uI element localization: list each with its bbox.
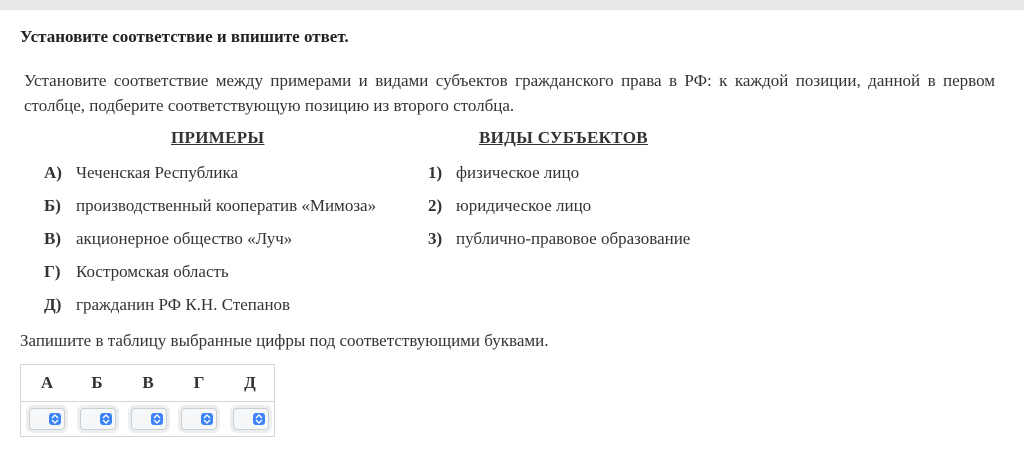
answer-select-g[interactable]	[181, 408, 217, 430]
example-letter: В)	[44, 229, 61, 248]
answer-select-d[interactable]	[233, 408, 269, 430]
example-item	[44, 163, 238, 183]
example-text: Чеченская Республика	[76, 163, 238, 182]
type-item	[428, 196, 591, 216]
example-text: акционерное общество «Луч»	[76, 229, 293, 248]
top-bar	[0, 0, 1024, 10]
answer-column-b: Б	[91, 373, 103, 392]
answer-column-d: Д	[244, 373, 256, 392]
type-number: 3)	[428, 229, 443, 248]
answer-instruction: Запишите в таблицу выбранные цифры под соответствующими буквами.	[20, 331, 549, 350]
answer-table	[20, 364, 275, 437]
type-item	[428, 229, 690, 249]
answer-select-v[interactable]	[131, 408, 167, 430]
example-item	[44, 196, 376, 216]
question-text: Установите соответствие между примерами и видами субъектов гражданского права в РФ: к каждой позиции, данной в первом столбце, подберите соответствующую позицию из второго столбца.	[24, 71, 995, 115]
answer-table-header	[21, 365, 274, 402]
example-letter: Б)	[44, 196, 61, 215]
answer-column-v: В	[142, 373, 154, 392]
types-column-title: ВИДЫ СУБЪЕКТОВ	[479, 128, 648, 147]
type-item	[428, 163, 579, 183]
example-text: производственный кооператив «Мимоза»	[76, 196, 377, 215]
example-item	[44, 295, 290, 315]
select-arrows-icon	[49, 413, 61, 425]
answer-column-a: А	[40, 373, 54, 392]
answer-select-a[interactable]	[29, 408, 65, 430]
type-number: 2)	[428, 196, 443, 215]
examples-column-title: ПРИМЕРЫ	[171, 128, 265, 147]
example-letter: А)	[44, 163, 62, 182]
select-arrows-icon	[201, 413, 213, 425]
answer-select-b[interactable]	[80, 408, 116, 430]
example-text: гражданин РФ К.Н. Степанов	[76, 295, 291, 314]
type-text: публично-правовое образование	[456, 229, 691, 248]
select-arrows-icon	[100, 413, 112, 425]
task-instruction: Установите соответствие и впишите ответ.	[20, 27, 349, 46]
select-arrows-icon	[253, 413, 265, 425]
type-text: физическое лицо	[456, 163, 580, 182]
select-arrows-icon	[151, 413, 163, 425]
example-text: Костромская область	[76, 262, 229, 281]
example-letter: Г)	[44, 262, 61, 281]
type-number: 1)	[428, 163, 443, 182]
example-item	[44, 229, 292, 249]
example-item	[44, 262, 229, 282]
example-letter: Д)	[44, 295, 62, 314]
answer-column-g: Г	[193, 373, 205, 392]
type-text: юридическое лицо	[456, 196, 592, 215]
